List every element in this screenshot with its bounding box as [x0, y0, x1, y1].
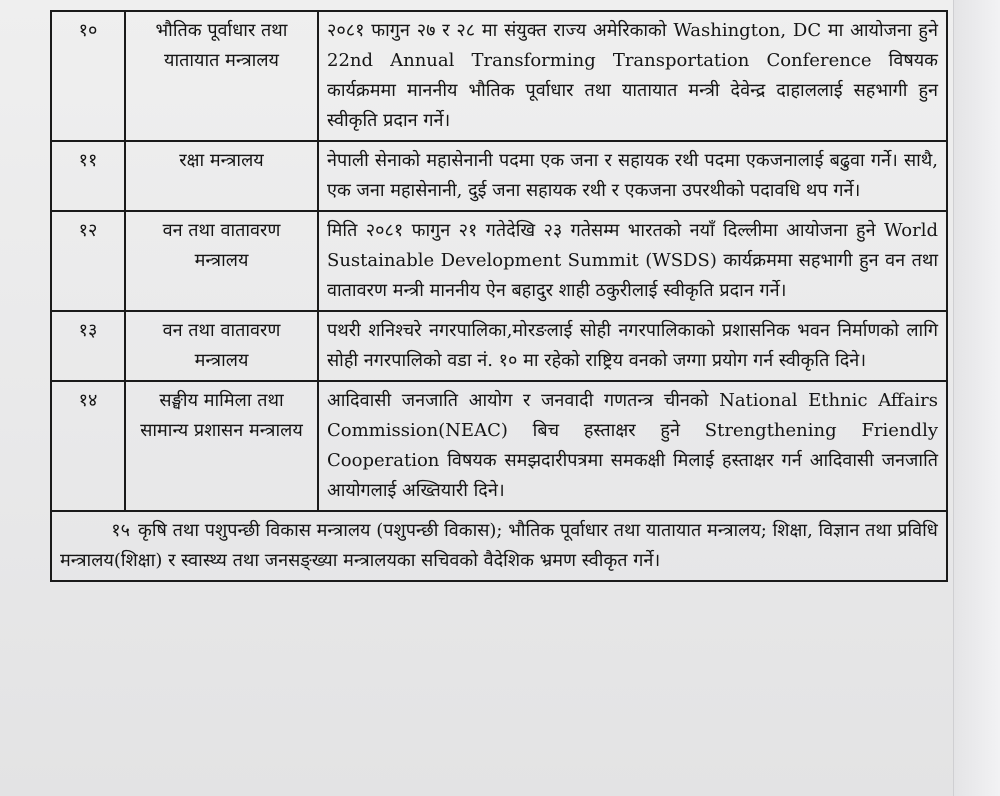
table-row — [51, 211, 947, 311]
serial-number: १४ — [51, 381, 125, 511]
decision-text: कृषि तथा पशुपन्छी विकास मन्त्रालय (पशुपन्छी विकास); भौतिक पूर्वाधार तथा यातायात मन्त्रालय; शिक्षा, विज्ञान तथा प्रविधि मन्त्रालय(शिक्षा) र स्वास्थ्य तथा जनसङ्ख्या मन्त्रालयका सचिवको वैदेशिक भ्रमण स्वीकृत गर्ने। — [60, 520, 938, 571]
serial-number: १२ — [51, 211, 125, 311]
table-row — [51, 311, 947, 381]
table-row — [51, 141, 947, 211]
full-width-cell — [51, 511, 947, 581]
ministry-name: रक्षा मन्त्रालय — [125, 141, 318, 211]
ministry-name: सङ्घीय मामिला तथा सामान्य प्रशासन मन्त्रालय — [125, 381, 318, 511]
serial-number: १३ — [51, 311, 125, 381]
serial-number: १५ — [111, 520, 130, 541]
page-edge — [953, 0, 1000, 796]
ministry-name: वन तथा वातावरण मन्त्रालय — [125, 311, 318, 381]
decision-text: मिति २०८१ फागुन २१ गतेदेखि २३ गतेसम्म भारतको नयाँ दिल्लीमा आयोजना हुने World Sustainable Development Summit (WSDS) कार्यक्रममा सहभागी हुन वन तथा वातावरण मन्त्री माननीय ऐन बहादुर शाही ठकुरीलाई स्वीकृति प्रदान गर्ने। — [318, 211, 947, 311]
table-row — [51, 11, 947, 141]
serial-number: १० — [51, 11, 125, 141]
table-row-full-width — [51, 511, 947, 581]
serial-number: ११ — [51, 141, 125, 211]
decision-text: आदिवासी जनजाति आयोग र जनवादी गणतन्त्र चीनको National Ethnic Affairs Commission(NEAC) बिच हस्ताक्षर हुने Strengthening Friendly Cooperation विषयक समझदारीपत्रमा समकक्षी मिलाई हस्ताक्षर गर्न आदिवासी जनजाति आयोगलाई अख्तियारी दिने। — [318, 381, 947, 511]
decision-text: नेपाली सेनाको महासेनानी पदमा एक जना र सहायक रथी पदमा एकजनालाई बढुवा गर्ने। साथै, एक जना महासेनानी, दुई जना सहायक रथी र एकजना उपरथीको पदावधि थप गर्ने। — [318, 141, 947, 211]
ministry-name: भौतिक पूर्वाधार तथा यातायात मन्त्रालय — [125, 11, 318, 141]
decision-text: २०८१ फागुन २७ र २८ मा संयुक्त राज्य अमेरिकाको Washington, DC मा आयोजना हुने 22nd Annual Transforming Transportation Conference विषयक कार्यक्रममा माननीय भौतिक पूर्वाधार तथा यातायात मन्त्री देवेन्द्र दाहाललाई सहभागी हुन स्वीकृति प्रदान गर्ने। — [318, 11, 947, 141]
decision-text: पथरी शनिश्चरे नगरपालिका,मोरङलाई सोही नगरपालिकाको प्रशासनिक भवन निर्माणको लागि सोही नगरपालिको वडा नं. १० मा रहेको राष्ट्रिय वनको जग्गा प्रयोग गर्न स्वीकृति दिने। — [318, 311, 947, 381]
cabinet-decisions-table — [50, 10, 948, 582]
table-row — [51, 381, 947, 511]
ministry-name: वन तथा वातावरण मन्त्रालय — [125, 211, 318, 311]
